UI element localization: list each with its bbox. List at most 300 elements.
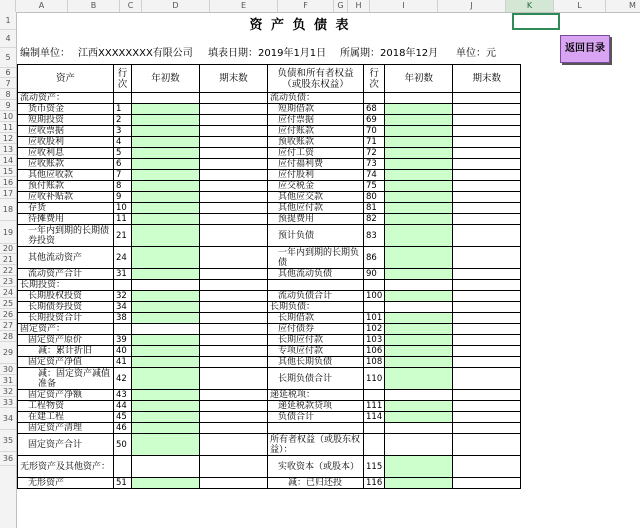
column-header[interactable]: M <box>606 0 640 12</box>
column-header[interactable]: F <box>278 0 334 12</box>
row-header[interactable]: 21 <box>0 254 16 265</box>
liability-item-name: 流动负债合计 <box>268 291 364 302</box>
asset-closing-cell[interactable] <box>200 93 268 104</box>
asset-closing-cell[interactable] <box>200 313 268 324</box>
asset-line-no: 34 <box>114 302 132 313</box>
column-header[interactable]: I <box>370 0 438 12</box>
liability-line-no <box>364 93 385 104</box>
table-row <box>18 478 521 489</box>
liability-item-name: 其他流动负债 <box>268 269 364 280</box>
asset-opening-cell[interactable] <box>132 280 200 291</box>
asset-item-name: 应收利息 <box>18 148 114 159</box>
liability-closing-cell[interactable] <box>453 137 521 148</box>
table-row <box>18 280 521 291</box>
liability-item-name: 长期借款 <box>268 313 364 324</box>
liability-item-name: 预提费用 <box>268 214 364 225</box>
asset-line-no: 40 <box>114 346 132 357</box>
liability-line-no: 101 <box>364 313 385 324</box>
liability-opening-cell[interactable] <box>385 401 453 412</box>
row-header[interactable]: 10 <box>0 111 16 122</box>
asset-line-no: 21 <box>114 225 132 247</box>
header-opening: 年初数 <box>132 65 200 93</box>
liability-opening-cell[interactable] <box>385 478 453 489</box>
liability-closing-cell[interactable] <box>453 357 521 368</box>
asset-closing-cell[interactable] <box>200 170 268 181</box>
row-header[interactable]: 14 <box>0 155 16 166</box>
liability-line-no: 69 <box>364 115 385 126</box>
asset-item-name: 预付账款 <box>18 181 114 192</box>
row-header[interactable]: 28 <box>0 331 16 342</box>
asset-item-name: 长期债券投资 <box>18 302 114 313</box>
asset-line-no: 45 <box>114 412 132 423</box>
liability-closing-cell[interactable] <box>453 302 521 313</box>
liability-opening-cell[interactable] <box>385 335 453 346</box>
liability-opening-cell[interactable] <box>385 225 453 247</box>
row-header[interactable]: 25 <box>0 298 16 309</box>
asset-closing-cell[interactable] <box>200 280 268 291</box>
liability-closing-cell[interactable] <box>453 368 521 390</box>
asset-closing-cell[interactable] <box>200 291 268 302</box>
asset-line-no <box>114 456 132 478</box>
asset-opening-cell[interactable] <box>132 434 200 456</box>
sheet-title: 资 产 负 债 表 <box>249 18 351 33</box>
asset-opening-cell[interactable] <box>132 324 200 335</box>
asset-opening-cell[interactable] <box>132 412 200 423</box>
liability-opening-cell[interactable] <box>385 137 453 148</box>
asset-closing-cell[interactable] <box>200 456 268 478</box>
table-row <box>18 357 521 368</box>
asset-line-no: 44 <box>114 401 132 412</box>
asset-item-name: 一年内到期的长期债券投资 <box>18 225 114 247</box>
asset-opening-cell[interactable] <box>132 126 200 137</box>
liability-line-no: 80 <box>364 192 385 203</box>
row-header[interactable]: 19 <box>0 221 16 244</box>
asset-line-no: 50 <box>114 434 132 456</box>
asset-closing-cell[interactable] <box>200 192 268 203</box>
liability-opening-cell[interactable] <box>385 423 453 434</box>
header-assets: 资产 <box>18 65 114 93</box>
row-header[interactable]: 13 <box>0 144 16 155</box>
liability-opening-cell[interactable] <box>385 368 453 390</box>
row-header[interactable]: 30 <box>0 364 16 375</box>
table-row <box>18 137 521 148</box>
liability-item-name: 流动负债： <box>268 93 364 104</box>
table-row <box>18 324 521 335</box>
liability-opening-cell[interactable] <box>385 148 453 159</box>
liability-closing-cell[interactable] <box>453 104 521 115</box>
liability-opening-cell[interactable] <box>385 170 453 181</box>
asset-item-name: 在建工程 <box>18 412 114 423</box>
asset-opening-cell[interactable] <box>132 247 200 269</box>
asset-closing-cell[interactable] <box>200 478 268 489</box>
liability-closing-cell[interactable] <box>453 401 521 412</box>
row-header[interactable]: 33 <box>0 397 16 408</box>
liability-line-no <box>364 390 385 401</box>
asset-opening-cell[interactable] <box>132 335 200 346</box>
liability-item-name: 应付股利 <box>268 170 364 181</box>
row-header[interactable]: 15 <box>0 166 16 177</box>
liability-item-name: 应付债券 <box>268 324 364 335</box>
row-header[interactable]: 35 <box>0 430 16 452</box>
liability-item-name <box>268 423 364 434</box>
asset-item-name: 固定资产合计 <box>18 434 114 456</box>
liability-opening-cell[interactable] <box>385 291 453 302</box>
asset-item-name: 无形资产及其他资产： <box>18 456 114 478</box>
asset-line-no: 46 <box>114 423 132 434</box>
liability-closing-cell[interactable] <box>453 335 521 346</box>
liability-line-no: 116 <box>364 478 385 489</box>
asset-opening-cell[interactable] <box>132 357 200 368</box>
liability-opening-cell[interactable] <box>385 346 453 357</box>
asset-line-no: 39 <box>114 335 132 346</box>
return-to-index-button[interactable]: 返回目录 <box>560 35 610 63</box>
liability-closing-cell[interactable] <box>453 390 521 401</box>
liability-line-no: 72 <box>364 148 385 159</box>
asset-opening-cell[interactable] <box>132 291 200 302</box>
asset-opening-cell[interactable] <box>132 181 200 192</box>
asset-item-name: 其他应收款 <box>18 170 114 181</box>
liability-item-name: 其他应交款 <box>268 192 364 203</box>
asset-closing-cell[interactable] <box>200 346 268 357</box>
asset-opening-cell[interactable] <box>132 269 200 280</box>
table-row <box>18 225 521 247</box>
row-header[interactable]: 9 <box>0 100 16 111</box>
column-header[interactable]: B <box>68 0 120 12</box>
liability-line-no <box>364 434 385 456</box>
liability-line-no: 115 <box>364 456 385 478</box>
asset-closing-cell[interactable] <box>200 126 268 137</box>
select-all-corner[interactable] <box>0 0 16 12</box>
table-row <box>18 390 521 401</box>
asset-opening-cell[interactable] <box>132 401 200 412</box>
asset-opening-cell[interactable] <box>132 302 200 313</box>
liability-opening-cell[interactable] <box>385 181 453 192</box>
row-header[interactable]: 11 <box>0 122 16 133</box>
liability-closing-cell[interactable] <box>453 192 521 203</box>
asset-line-no: 42 <box>114 368 132 390</box>
asset-opening-cell[interactable] <box>132 93 200 104</box>
row-header[interactable]: 20 <box>0 244 16 254</box>
liability-opening-cell[interactable] <box>385 203 453 214</box>
column-header[interactable]: L <box>554 0 606 12</box>
asset-closing-cell[interactable] <box>200 148 268 159</box>
table-row <box>18 148 521 159</box>
liability-line-no: 71 <box>364 137 385 148</box>
asset-closing-cell[interactable] <box>200 302 268 313</box>
liability-line-no: 82 <box>364 214 385 225</box>
liability-opening-cell[interactable] <box>385 280 453 291</box>
liability-line-no: 75 <box>364 181 385 192</box>
liability-item-name: 应付福利费 <box>268 159 364 170</box>
liability-closing-cell[interactable] <box>453 434 521 456</box>
asset-item-name: 应收票据 <box>18 126 114 137</box>
row-header-bar <box>0 12 17 528</box>
asset-line-no: 6 <box>114 159 132 170</box>
asset-closing-cell[interactable] <box>200 203 268 214</box>
asset-line-no: 31 <box>114 269 132 280</box>
liability-opening-cell[interactable] <box>385 269 453 280</box>
table-row <box>18 423 521 434</box>
row-header[interactable]: 6 <box>0 68 16 78</box>
liability-line-no: 83 <box>364 225 385 247</box>
asset-closing-cell[interactable] <box>200 390 268 401</box>
table-row <box>18 313 521 324</box>
asset-opening-cell[interactable] <box>132 115 200 126</box>
liability-opening-cell[interactable] <box>385 126 453 137</box>
liability-item-name: 其他长期负债 <box>268 357 364 368</box>
column-header[interactable]: D <box>142 0 210 12</box>
table-row <box>18 104 521 115</box>
asset-item-name: 无形资产 <box>18 478 114 489</box>
asset-opening-cell[interactable] <box>132 225 200 247</box>
liability-opening-cell[interactable] <box>385 302 453 313</box>
asset-opening-cell[interactable] <box>132 346 200 357</box>
row-header[interactable]: 16 <box>0 177 16 188</box>
row-header[interactable]: 31 <box>0 375 16 386</box>
row-header[interactable]: 27 <box>0 320 16 331</box>
asset-closing-cell[interactable] <box>200 247 268 269</box>
row-header[interactable]: 1 <box>0 12 16 30</box>
liability-closing-cell[interactable] <box>453 269 521 280</box>
liability-closing-cell[interactable] <box>453 423 521 434</box>
table-row <box>18 192 521 203</box>
liability-line-no: 108 <box>364 357 385 368</box>
liability-line-no: 111 <box>364 401 385 412</box>
liability-line-no: 102 <box>364 324 385 335</box>
table-header-row <box>18 65 521 93</box>
asset-closing-cell[interactable] <box>200 324 268 335</box>
column-header-bar <box>0 0 640 13</box>
liability-opening-cell[interactable] <box>385 192 453 203</box>
liability-opening-cell[interactable] <box>385 247 453 269</box>
liability-line-no: 70 <box>364 126 385 137</box>
asset-line-no: 2 <box>114 115 132 126</box>
row-header[interactable]: 22 <box>0 265 16 276</box>
asset-opening-cell[interactable] <box>132 170 200 181</box>
asset-opening-cell[interactable] <box>132 478 200 489</box>
liability-item-name: 一年内到期的长期负债 <box>268 247 364 269</box>
asset-opening-cell[interactable] <box>132 159 200 170</box>
asset-item-name: 待摊费用 <box>18 214 114 225</box>
asset-line-no: 24 <box>114 247 132 269</box>
row-header[interactable]: 32 <box>0 386 16 397</box>
liability-line-no: 114 <box>364 412 385 423</box>
liability-item-name <box>268 280 364 291</box>
column-header[interactable]: E <box>210 0 278 12</box>
liability-closing-cell[interactable] <box>453 148 521 159</box>
fill-date: 填表日期：2019年1月1日 <box>208 48 327 59</box>
liability-opening-cell[interactable] <box>385 214 453 225</box>
liability-line-no: 90 <box>364 269 385 280</box>
row-header[interactable]: 18 <box>0 199 16 221</box>
asset-opening-cell[interactable] <box>132 390 200 401</box>
liability-item-name: 长期负债合计 <box>268 368 364 390</box>
asset-opening-cell[interactable] <box>132 456 200 478</box>
asset-item-name: 其他流动资产 <box>18 247 114 269</box>
liability-opening-cell[interactable] <box>385 324 453 335</box>
liability-item-name: 预收账款 <box>268 137 364 148</box>
table-row <box>18 159 521 170</box>
liability-closing-cell[interactable] <box>453 456 521 478</box>
liability-line-no: 110 <box>364 368 385 390</box>
liability-line-no <box>364 302 385 313</box>
liability-item-name: 短期借款 <box>268 104 364 115</box>
asset-item-name: 固定资产原价 <box>18 335 114 346</box>
column-header[interactable]: C <box>120 0 142 12</box>
liability-closing-cell[interactable] <box>453 159 521 170</box>
table-row <box>18 346 521 357</box>
liability-item-name: 预计负债 <box>268 225 364 247</box>
asset-item-name: 长期投资合计 <box>18 313 114 324</box>
column-header[interactable]: H <box>348 0 370 12</box>
liability-opening-cell[interactable] <box>385 159 453 170</box>
table-row <box>18 247 521 269</box>
table-row <box>18 401 521 412</box>
liability-closing-cell[interactable] <box>453 225 521 247</box>
liability-opening-cell[interactable] <box>385 93 453 104</box>
asset-closing-cell[interactable] <box>200 137 268 148</box>
liability-closing-cell[interactable] <box>453 170 521 181</box>
period: 所属期：2018年12月 <box>340 48 439 59</box>
column-header[interactable]: K <box>506 0 554 12</box>
table-row <box>18 412 521 423</box>
liability-item-name: 应付账款 <box>268 126 364 137</box>
asset-opening-cell[interactable] <box>132 137 200 148</box>
liability-item-name: 长期负债： <box>268 302 364 313</box>
liability-closing-cell[interactable] <box>453 324 521 335</box>
row-header[interactable]: 29 <box>0 342 16 364</box>
liability-closing-cell[interactable] <box>453 280 521 291</box>
asset-closing-cell[interactable] <box>200 225 268 247</box>
asset-closing-cell[interactable] <box>200 434 268 456</box>
asset-closing-cell[interactable] <box>200 357 268 368</box>
asset-item-name: 货币资金 <box>18 104 114 115</box>
liability-closing-cell[interactable] <box>453 313 521 324</box>
column-header[interactable]: G <box>334 0 348 12</box>
liability-opening-cell[interactable] <box>385 104 453 115</box>
asset-opening-cell[interactable] <box>132 104 200 115</box>
liability-line-no: 86 <box>364 247 385 269</box>
liability-line-no: 74 <box>364 170 385 181</box>
row-header[interactable]: 34 <box>0 408 16 430</box>
liability-closing-cell[interactable] <box>453 291 521 302</box>
liability-line-no <box>364 280 385 291</box>
liability-opening-cell[interactable] <box>385 115 453 126</box>
header-closing: 期末数 <box>453 65 521 93</box>
liability-opening-cell[interactable] <box>385 434 453 456</box>
asset-closing-cell[interactable] <box>200 104 268 115</box>
liability-item-name: 应交税金 <box>268 181 364 192</box>
row-header[interactable]: 17 <box>0 188 16 199</box>
asset-line-no: 3 <box>114 126 132 137</box>
liability-closing-cell[interactable] <box>453 346 521 357</box>
liability-opening-cell[interactable] <box>385 313 453 324</box>
liability-closing-cell[interactable] <box>453 203 521 214</box>
liability-opening-cell[interactable] <box>385 390 453 401</box>
asset-closing-cell[interactable] <box>200 115 268 126</box>
liability-closing-cell[interactable] <box>453 247 521 269</box>
asset-item-name: 应收账款 <box>18 159 114 170</box>
row-header[interactable]: 7 <box>0 78 16 89</box>
table-row <box>18 203 521 214</box>
asset-closing-cell[interactable] <box>200 423 268 434</box>
row-header[interactable]: 4 <box>0 30 16 48</box>
table-row <box>18 181 521 192</box>
asset-opening-cell[interactable] <box>132 203 200 214</box>
asset-opening-cell[interactable] <box>132 192 200 203</box>
asset-item-name: 长期投资： <box>18 280 114 291</box>
asset-closing-cell[interactable] <box>200 412 268 423</box>
asset-item-name: 存货 <box>18 203 114 214</box>
asset-opening-cell[interactable] <box>132 423 200 434</box>
liability-closing-cell[interactable] <box>453 115 521 126</box>
liability-opening-cell[interactable] <box>385 357 453 368</box>
asset-opening-cell[interactable] <box>132 313 200 324</box>
liability-closing-cell[interactable] <box>453 126 521 137</box>
asset-item-name: 应收补贴款 <box>18 192 114 203</box>
column-header[interactable]: A <box>16 0 68 12</box>
liability-opening-cell[interactable] <box>385 456 453 478</box>
liability-closing-cell[interactable] <box>453 93 521 104</box>
liability-closing-cell[interactable] <box>453 214 521 225</box>
asset-line-no <box>114 324 132 335</box>
liability-opening-cell[interactable] <box>385 412 453 423</box>
table-row <box>18 335 521 346</box>
liability-item-name: 负债合计 <box>268 412 364 423</box>
asset-line-no: 7 <box>114 170 132 181</box>
column-header[interactable]: J <box>438 0 506 12</box>
asset-item-name: 固定资产： <box>18 324 114 335</box>
liability-item-name: 递延税项： <box>268 390 364 401</box>
asset-closing-cell[interactable] <box>200 269 268 280</box>
row-header[interactable]: 36 <box>0 452 16 466</box>
balance-sheet-table <box>17 64 521 489</box>
row-header[interactable]: 26 <box>0 309 16 320</box>
asset-line-no <box>114 280 132 291</box>
asset-line-no: 10 <box>114 203 132 214</box>
row-header[interactable]: 24 <box>0 287 16 298</box>
row-header[interactable]: 12 <box>0 133 16 144</box>
asset-line-no: 43 <box>114 390 132 401</box>
asset-closing-cell[interactable] <box>200 335 268 346</box>
asset-closing-cell[interactable] <box>200 214 268 225</box>
liability-closing-cell[interactable] <box>453 181 521 192</box>
liability-line-no: 81 <box>364 203 385 214</box>
table-row <box>18 126 521 137</box>
asset-item-name: 流动资产合计 <box>18 269 114 280</box>
liability-closing-cell[interactable] <box>453 478 521 489</box>
asset-opening-cell[interactable] <box>132 214 200 225</box>
liability-line-no: 106 <box>364 346 385 357</box>
asset-opening-cell[interactable] <box>132 368 200 390</box>
asset-closing-cell[interactable] <box>200 401 268 412</box>
liability-item-name: 长期应付款 <box>268 335 364 346</box>
asset-item-name: 应收股利 <box>18 137 114 148</box>
selected-cell-k1[interactable] <box>512 13 560 30</box>
liability-item-name: 实收资本（或股本） <box>268 456 364 478</box>
asset-closing-cell[interactable] <box>200 159 268 170</box>
asset-line-no: 4 <box>114 137 132 148</box>
asset-opening-cell[interactable] <box>132 148 200 159</box>
asset-closing-cell[interactable] <box>200 181 268 192</box>
liability-line-no: 73 <box>364 159 385 170</box>
liability-closing-cell[interactable] <box>453 412 521 423</box>
asset-closing-cell[interactable] <box>200 368 268 390</box>
row-header[interactable]: 23 <box>0 276 16 287</box>
row-header[interactable]: 8 <box>0 89 16 100</box>
row-header[interactable]: 5 <box>0 48 16 68</box>
table-row <box>18 115 521 126</box>
